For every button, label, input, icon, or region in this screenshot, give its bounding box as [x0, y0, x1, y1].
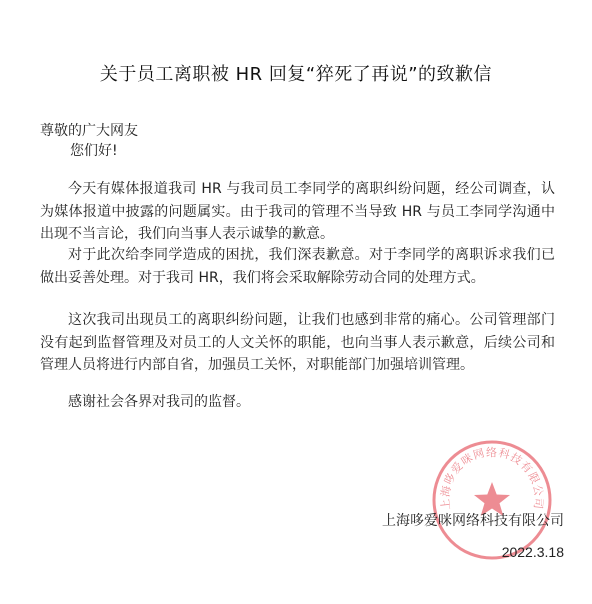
paragraph-4: 感谢社会各界对我司的监督。 [68, 394, 250, 410]
seal-text: 上海哆爱咪网络科技有限公司 [438, 445, 546, 511]
greeting: 您们好! [70, 143, 118, 159]
salutation: 尊敬的广大网友 [40, 123, 138, 139]
letter-date: 2022.3.18 [501, 544, 564, 560]
letter-title: 关于员工离职被 HR 回复“猝死了再说”的致歉信 [99, 64, 493, 85]
company-name: 上海哆爱咪网络科技有限公司 [382, 513, 564, 529]
paragraph-1: 今天有媒体报道我司 HR 与我司员工李同学的离职纠纷问题，经公司调查，认为媒体报道中披露的问题属实。由于我司的管理不当导致 HR 与员工李同学沟通中出现不当言论，我们向当事人表示诚挚的歉意。 [40, 181, 555, 242]
paragraph-3: 这次我司出现员工的离职纠纷问题，让我们也感到非常的痛心。公司管理部门没有起到监督管理及对员工的人文关怀的职能，也向当事人表示歉意，后续公司和管理人员将进行内部自省，加强员工关怀，对职能部门加强培训管理。 [40, 312, 555, 373]
paragraph-2: 对于此次给李同学造成的困扰，我们深表歉意。对于李同学的离职诉求我们已做出妥善处理。对于我司 HR，我们将会采取解除劳动合同的处理方式。 [40, 247, 555, 286]
